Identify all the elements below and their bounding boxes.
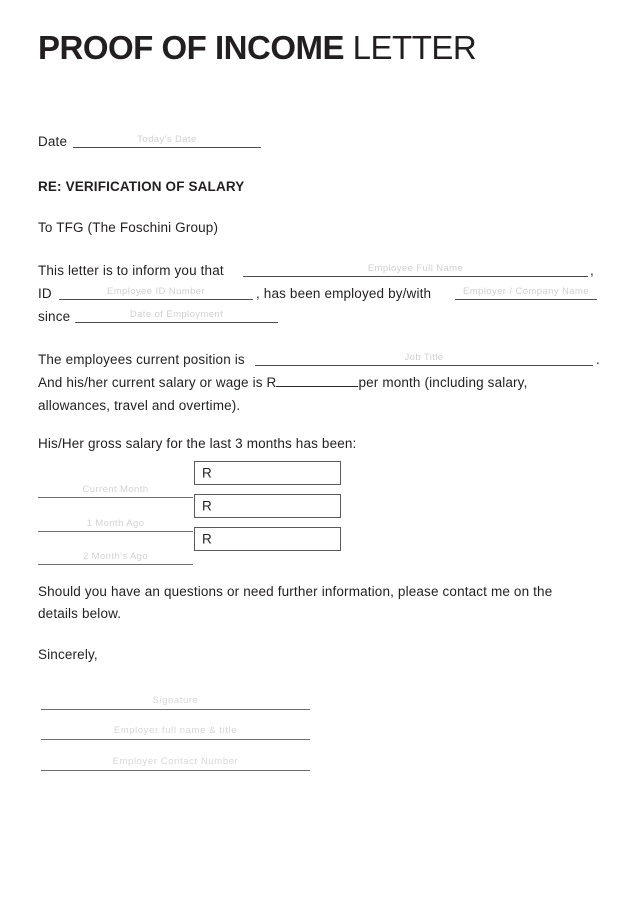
signature-rule — [41, 709, 310, 710]
salary-period-placeholder-0: Current Month — [82, 484, 149, 495]
employer-name-rule — [455, 299, 597, 300]
salary-period-placeholder-2: 2 Month's Ago — [82, 551, 149, 562]
currency-symbol-0: R — [202, 465, 212, 481]
salary-period-blank-0[interactable] — [38, 478, 193, 498]
job-title-blank[interactable] — [255, 346, 593, 366]
salary-period-placeholder-1: 1 Month Ago — [86, 518, 145, 529]
salary-section-heading: His/Her gross salary for the last 3 months has been: — [38, 436, 357, 451]
employer-name-blank[interactable] — [455, 280, 597, 300]
currency-symbol-2: R — [202, 531, 212, 547]
date-placeholder: Today's Date — [137, 134, 197, 145]
signature-placeholder: Signature — [152, 695, 199, 706]
closing-line2: details below. — [38, 606, 122, 621]
paragraph1-line2-prefix: ID — [38, 286, 52, 301]
paragraph1-line2-middle: , has been employed by/with — [256, 286, 432, 301]
salary-amount-box-1[interactable] — [194, 494, 341, 518]
closing-line1: Should you have an questions or need further information, please contact me on the — [38, 584, 553, 599]
employment-date-placeholder: Date of Employment — [129, 309, 224, 320]
subject-line: RE: VERIFICATION OF SALARY — [38, 179, 245, 194]
paragraph2-line1-prefix: The employees current position is — [38, 352, 245, 367]
salary-period-rule-2 — [38, 564, 193, 565]
currency-symbol-1: R — [202, 498, 212, 514]
salary-period-rule-0 — [38, 497, 193, 498]
salary-period-rule-1 — [38, 531, 193, 532]
employer-name-placeholder: Employer / Company Name — [463, 286, 589, 297]
employee-id-blank[interactable] — [59, 280, 253, 300]
paragraph2-line3: allowances, travel and overtime). — [38, 398, 241, 413]
recipient-line: To TFG (The Foschini Group) — [38, 220, 219, 235]
date-label: Date — [38, 134, 68, 149]
paragraph2-line2-suffix: per month (including salary, — [358, 375, 528, 390]
salary-amount-blank[interactable] — [276, 373, 358, 387]
employee-name-placeholder: Employee Full Name — [367, 263, 464, 274]
employer-contact-number-placeholder: Employer Contact Number — [112, 756, 239, 767]
signature-blank[interactable] — [41, 688, 310, 710]
job-title-placeholder: Job Title — [404, 352, 444, 363]
employer-fullname-title-rule — [41, 739, 310, 740]
employee-name-rule — [243, 276, 588, 277]
page-title-strong: PROOF OF INCOME — [38, 29, 344, 66]
page-title-light: LETTER — [352, 29, 477, 66]
salary-period-blank-2[interactable] — [38, 545, 193, 565]
salary-period-blank-1[interactable] — [38, 512, 193, 532]
employment-date-rule — [75, 322, 278, 323]
employer-fullname-title-blank[interactable] — [41, 718, 310, 740]
paragraph1-line1-suffix: , — [590, 263, 594, 278]
employee-name-blank[interactable] — [243, 257, 588, 277]
salary-amount-box-2[interactable] — [194, 527, 341, 551]
paragraph1-line1-prefix: This letter is to inform you that — [38, 263, 224, 278]
paragraph2-line2 — [38, 371, 527, 394]
date-rule — [73, 147, 261, 148]
employer-fullname-title-placeholder: Employer full name & title — [113, 725, 238, 736]
job-title-rule — [255, 365, 593, 366]
employee-id-placeholder: Employee ID Number — [106, 286, 205, 297]
employer-contact-number-rule — [41, 770, 310, 771]
salary-amount-box-0[interactable] — [194, 461, 341, 485]
employer-contact-number-blank[interactable] — [41, 749, 310, 771]
employment-date-blank[interactable] — [75, 303, 278, 323]
paragraph2-line2-prefix: And his/her current salary or wage is R — [38, 375, 277, 390]
paragraph2-line1-suffix: . — [596, 352, 600, 367]
employee-id-rule — [59, 299, 253, 300]
signoff: Sincerely, — [38, 647, 98, 662]
paragraph1-line3-prefix: since — [38, 309, 71, 324]
date-input-blank[interactable] — [73, 128, 261, 148]
page-title — [38, 28, 476, 68]
